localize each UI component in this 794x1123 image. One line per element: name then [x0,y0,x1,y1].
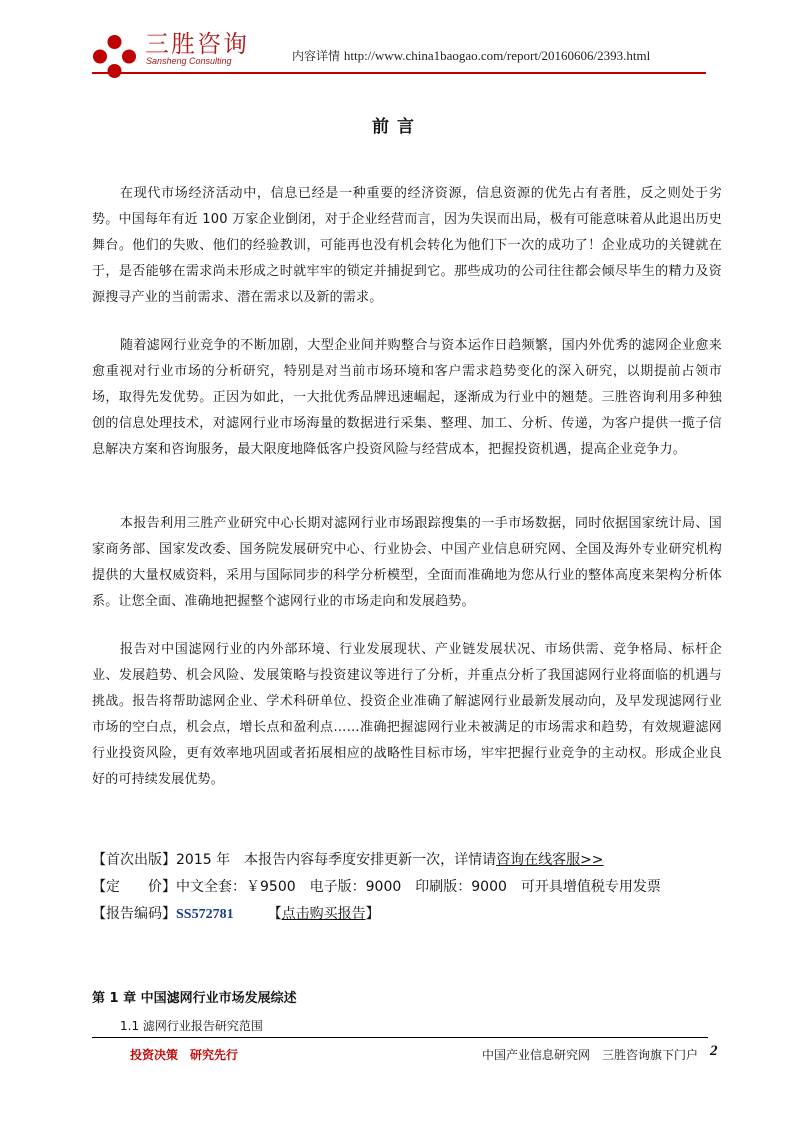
paragraph [92,511,722,615]
price-text: 中文全套：￥9500 电子版：9000 印刷版：9000 可开具增值税专用发票 [176,879,661,895]
toc-section: 1.1 滤网行业报告研究范围 [120,1019,263,1033]
paragraph-text: 在现代市场经济活动中，信息已经是一种重要的经济资源，信息资源的优先占有者胜，反之则处于劣势。中国每年有近 100 万家企业倒闭，对于企业经营而言，因为失误而出局，极有可能意味着从此退出历史舞台。他们的失败、他们的经验教训，可能再也没有机会转化为他们下一次的成功了！企业成功的关键就在于，是否能够在需求尚未形成之时就牢牢的锁定并捕捉到它。那些成功的公司往往都会倾尽毕生的精力及资源搜寻产业的当前需求、潜在需求以及新的需求。 [92,186,722,305]
footer-divider [92,1037,708,1038]
publish-text: 2015 年 本报告内容每季度安排更新一次，详情请 [176,852,497,868]
brand-name: 三胜咨询 [145,30,249,58]
paragraph [92,637,722,793]
code-row [92,901,732,928]
price-row [92,874,732,901]
paragraph [92,333,722,463]
price-label: 【定 价】 [92,879,176,895]
footer-slogan: 投资决策 研究先行 [130,1048,239,1062]
header-info-label: 内容详情 [292,49,341,63]
page-number: 2 [710,1043,718,1059]
paragraph [92,181,722,311]
online-service-link[interactable]: 咨询在线客服>> [496,852,604,868]
brand-name-english: Sansheng Consulting [146,56,232,66]
bracket-close: 】 [365,906,380,922]
report-url-link[interactable]: http://www.china1baogao.com/report/20160606/2393.html [343,48,651,63]
publish-row [92,847,732,874]
header-divider [92,72,706,74]
report-info [92,847,732,928]
page-title: 前言 [372,117,422,137]
publish-label: 【首次出版】 [92,852,176,868]
paragraph-text: 报告对中国滤网行业的内外部环境、行业发展现状、产业链发展状况、市场供需、竞争格局、标杆企业、发展趋势、机会风险、发展策略与投资建议等进行了分析，并重点分析了我国滤网行业将面临的机遇与挑战。报告将帮助滤网企业、学术科研单位、投资企业准确了解滤网行业最新发展动向，及早发现滤网行业市场的空白点，机会点，增长点和盈利点……准确把握滤网行业未被满足的市场需求和趋势，有效规避滤网行业投资风险，更有效率地巩固或者拓展相应的战略性目标市场，牢牢把握行业竞争的主动权。形成企业良好的可持续发展优势。 [92,642,722,787]
code-label: 【报告编码】 [92,906,176,922]
bracket-open: 【 [267,906,282,922]
toc-chapter: 第 1 章 中国滤网行业市场发展综述 [92,991,297,1006]
buy-report-link[interactable]: 点击购买报告 [281,906,366,922]
footer-source: 中国产业信息研究网 三胜咨询旗下门户 [482,1048,699,1062]
paragraph-text: 本报告利用三胜产业研究中心长期对滤网行业市场跟踪搜集的一手市场数据，同时依据国家统计局、国家商务部、国家发改委、国务院发展研究中心、行业协会、中国产业信息研究网、全国及海外专业研究机构提供的大量权威资料，采用与国际同步的科学分析模型，全面而准确地为您从行业的整体高度来架构分析体系。让您全面、准确地把握整个滤网行业的市场走向和发展趋势。 [92,516,722,609]
header-info [292,48,650,64]
report-code: SS572781 [176,907,234,922]
paragraph-text: 随着滤网行业竞争的不断加剧，大型企业间并购整合与资本运作日趋频繁，国内外优秀的滤网企业愈来愈重视对行业市场的分析研究，特别是对当前市场环境和客户需求趋势变化的深入研究，以期提前占领市场，取得先发优势。正因为如此，一大批优秀品牌迅速崛起，逐渐成为行业中的翘楚。三胜咨询利用多种独创的信息处理技术，对滤网行业市场海量的数据进行采集、整理、加工、分析、传递，为客户提供一揽子信息解决方案和咨询服务，最大限度地降低客户投资风险与经营成本，把握投资机遇，提高企业竞争力。 [92,338,722,457]
